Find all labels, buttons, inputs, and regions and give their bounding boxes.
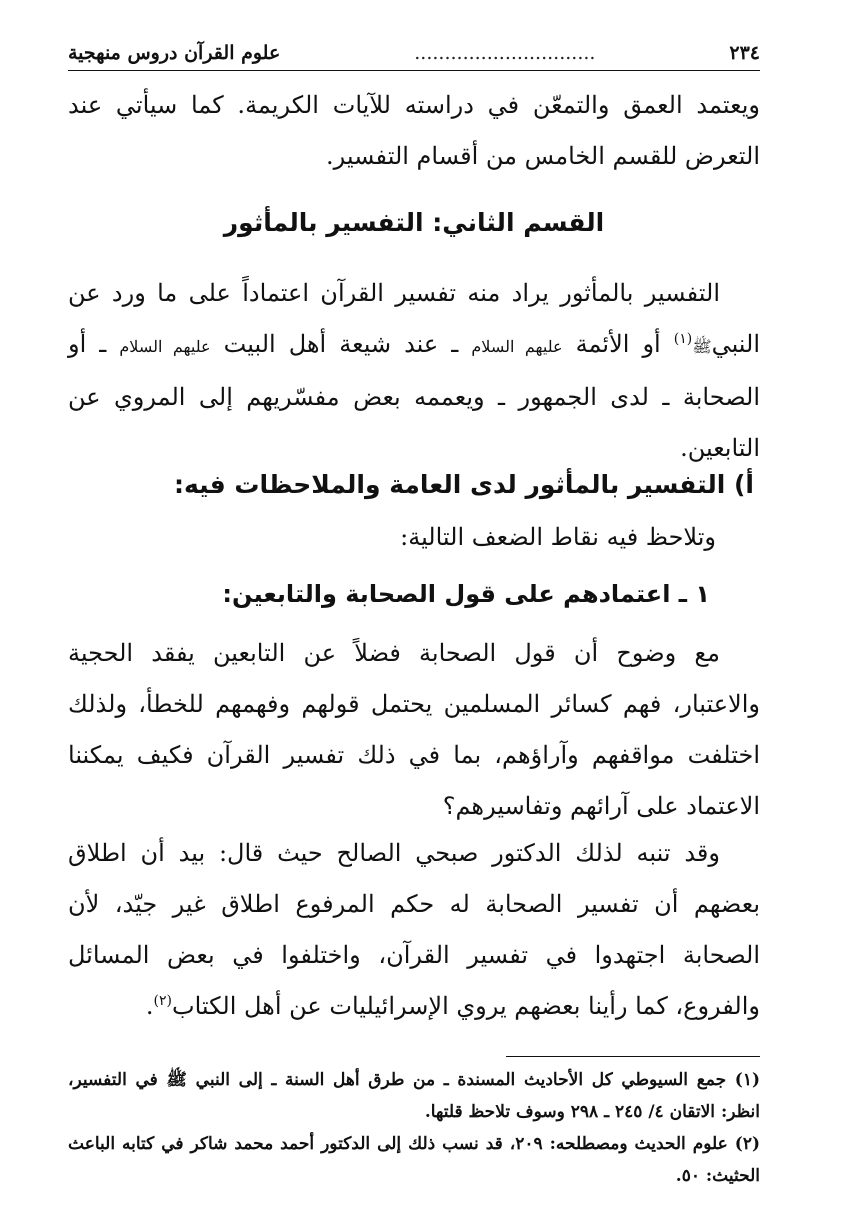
- running-header: [68, 38, 760, 68]
- definition-text-a: التفسير بالمأثور يراد منه تفسير القرآن اعتماداً على ما ورد عن النبي: [68, 279, 761, 358]
- point-heading-1: ١ ـ اعتمادهم على قول الصحابة والتابعين:: [222, 580, 710, 608]
- subsection-heading-a: أ) التفسير بالمأثور لدى العامة والملاحظات فيه:: [173, 470, 754, 499]
- salawat-glyph: ﷺ: [692, 337, 712, 356]
- paragraph-point-1: مع وضوح أن قول الصحابة فضلاً عن التابعين يفقد الحجية والاعتبار، فهم كسائر المسلمين يحتمل قولهم وفهمهم للخطأ، ولذلك اختلفت مواقفهم وآراؤهم، بما في ذلك تفسير القرآن فكيف يمكننا الاعتماد على آرائهم وتفاسيرهم؟: [68, 639, 761, 820]
- footnote-rule: [506, 1056, 760, 1057]
- section-heading-tafsir-bil-mathur: القسم الثاني: التفسير بالمأثور: [223, 208, 605, 237]
- page-number: ٢٣٤: [729, 42, 760, 64]
- quote-text: وقد تنبه لذلك الدكتور صبحي الصالح حيث قال: بيد أن اطلاق بعضهم أن تفسير الصحابة له حكم المرفوع اطلاق غير جيّد، لأن الصحابة اجتهدوا في تفسير القرآن، واختلفوا في بعض المسائل والفروع، كما رأينا بعضهم يروي الإسرائيليات عن أهل الكتاب: [68, 839, 760, 1020]
- salawat-glyph: عليهم السلام: [119, 337, 211, 356]
- definition-text-c: ـ عند شيعة أهل البيت: [223, 330, 459, 358]
- header-leader-dots: ..............................: [414, 42, 596, 64]
- salawat-glyph: عليهم السلام: [471, 337, 563, 356]
- footnote-ref-1: (١): [673, 331, 693, 347]
- definition-text-d: ـ أو الصحابة ـ لدى الجمهور ـ ويعممه بعض مفسّريهم إلى المروي عن التابعين.: [68, 330, 760, 462]
- paragraph-quote: [68, 828, 760, 1032]
- paragraph-definition: [68, 268, 760, 474]
- header-rule: [68, 70, 760, 71]
- book-title: علوم القرآن دروس منهجية: [68, 42, 281, 64]
- quote-end: .: [145, 992, 154, 1020]
- paragraph-continuation: ويعتمد العمق والتمعّن في دراسته للآيات الكريمة. كما سيأتي عند التعرض للقسم الخامس من أقسام التفسير.: [68, 91, 760, 170]
- footnote-1: (١) جمع السيوطي كل الأحاديث المسندة ـ من طرق أهل السنة ـ إلى النبي ﷺ في التفسير، انظر: الاتقان ٤/ ٢٤٥ ـ ٢٩٨ وسوف تلاحظ قلتها.: [68, 1070, 760, 1122]
- footnote-ref-2: (٢): [153, 993, 172, 1009]
- definition-text-b: أو الأئمة: [575, 330, 661, 358]
- footnote-2: (٢) علوم الحديث ومصطلحه: ٢٠٩، قد نسب ذلك إلى الدكتور أحمد محمد شاكر في كتابه الباعث الحثيث: ٥٠.: [68, 1134, 761, 1186]
- intro-line: وتلاحظ فيه نقاط الضعف التالية:: [400, 523, 716, 551]
